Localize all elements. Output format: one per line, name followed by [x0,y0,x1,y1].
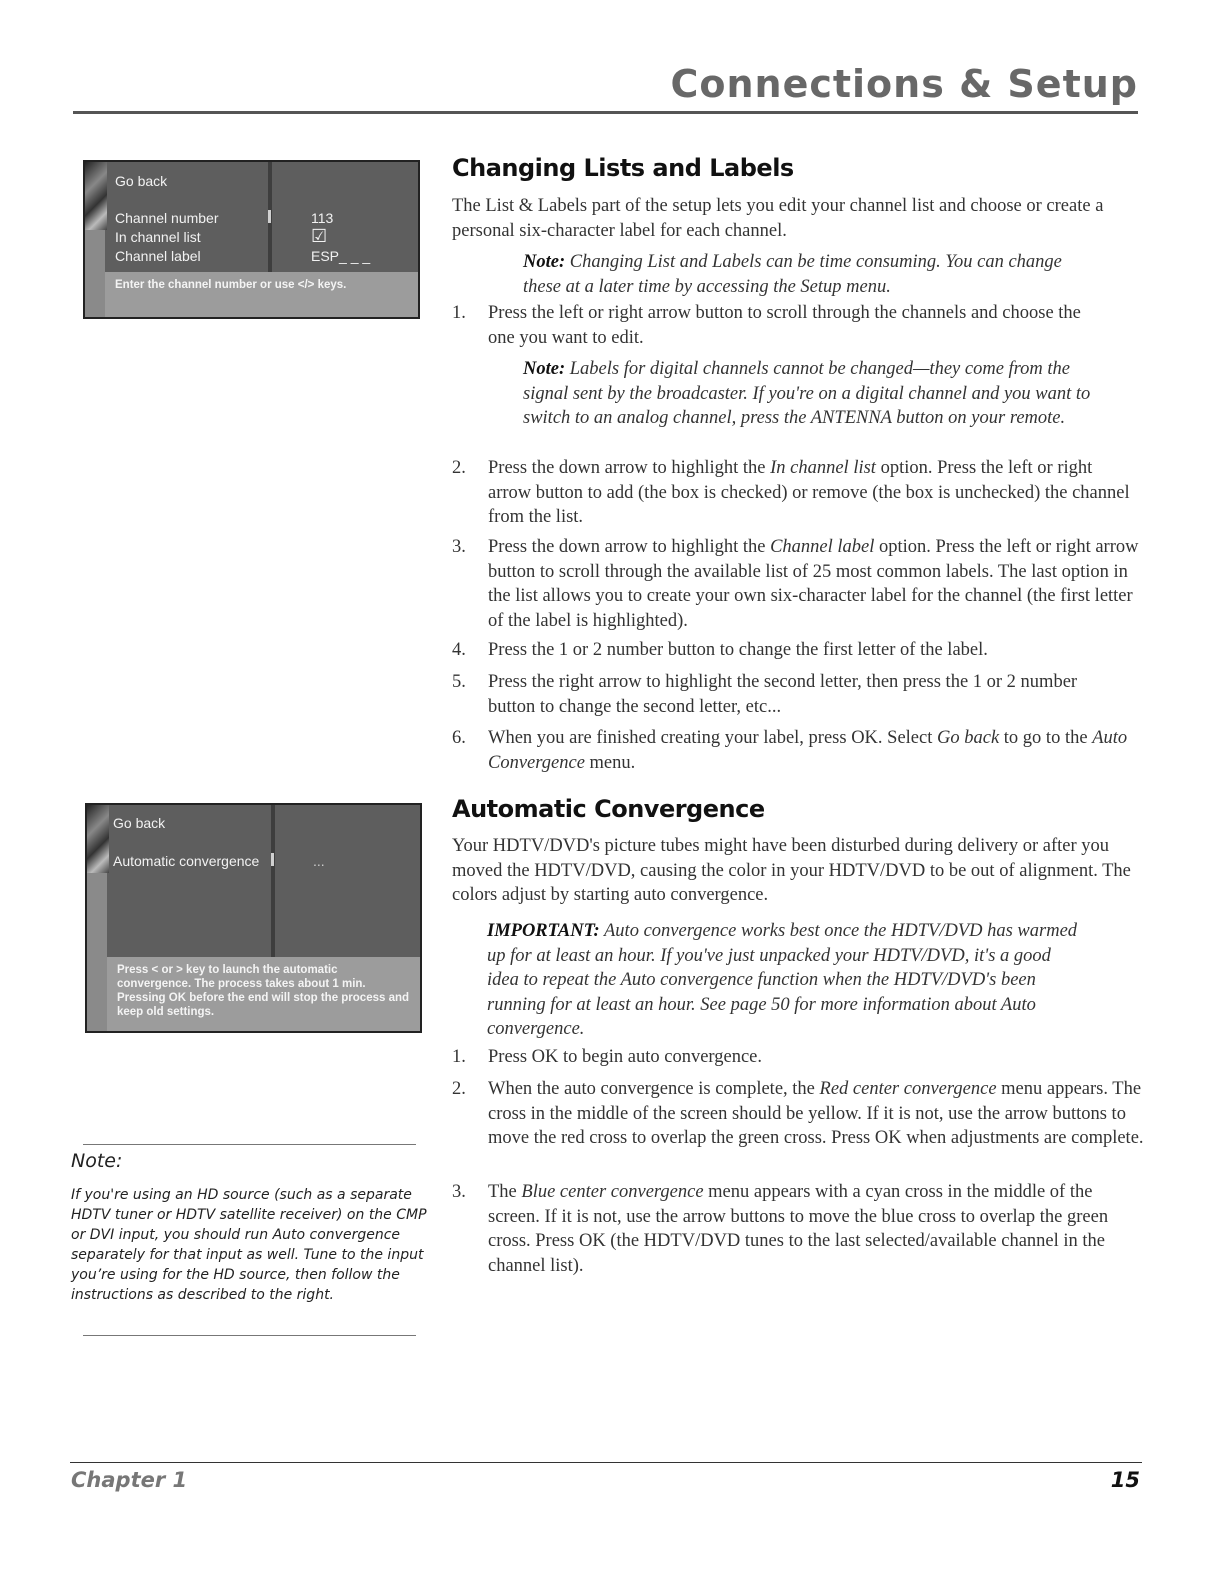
list-item [452,1045,1152,1070]
item-text [488,535,1152,633]
remote-icon [85,162,107,230]
side-note-label: Note: [71,1150,123,1172]
item-text: Press the left or right arrow button to scroll through the channels and choose the one you want to edit. [488,303,1081,348]
item-emphasis: Red center convergence [819,1079,997,1099]
item-number: 1. [452,303,466,323]
item-text: Press the right arrow to highlight the second letter, then press the 1 or 2 number button to change the second letter, etc... [488,672,1078,717]
checkbox-checked-icon: ☑ [311,226,328,246]
item-number: 2. [452,1079,466,1099]
osd-help-text: Press < or > key to launch the automatic convergence. The process takes about 1 min. Pressing OK before the end will stop the process and keep old settings. [107,957,420,1031]
section-title: Changing Lists and Labels [452,154,794,182]
important-text: Auto convergence works best once the HDTV/DVD has warmed up for at least an hour. If you've just unpacked your HDTV/DVD, it's a good idea to repeat the Auto convergence function when the HDTV/DVD's been running for at least an hour. See page 50 for more information about Auto convergence. [487,921,1078,1039]
remote-icon [87,805,109,873]
section-intro: The List & Labels part of the setup lets you edit your channel list and choose or create a personal six-character label for each channel. [452,196,1104,241]
item-text-part: option. Press the left or right arrow button to add (the box is checked) or remove (the box is unchecked) the channel from the list. [488,458,1130,527]
osd-divider [271,805,275,958]
side-note-rule-top [83,1144,416,1145]
item-number: 3. [452,537,466,557]
item-number: 3. [452,1182,466,1202]
item-number: 4. [452,640,466,660]
list-item [452,535,1152,633]
item-text-part: menu appears. The cross in the middle of the screen should be yellow. If it is not, use the arrow buttons to move the red cross to overlap the green cross. Press OK when adjustments are complete. [488,1079,1144,1148]
item-text: Press OK to begin auto convergence. [488,1047,763,1067]
item-number: 5. [452,672,466,692]
osd-go-back: Go back [113,815,166,831]
item-text-part: The [488,1182,522,1202]
osd-cursor [268,210,271,223]
header-rule [73,111,1138,114]
osd-row-value: 113 [311,210,334,226]
osd-go-back: Go back [115,173,168,189]
header-title: Connections & Setup [670,62,1138,106]
item-text [488,1180,1148,1278]
osd-help-text: Enter the channel number or use </> keys. [105,272,418,317]
item-text-part: option. Press the left or right arrow button to scroll through the available list of 25 most common labels. The last option in the list allows you to create your own six-character label for the channel (the first letter of the label is highlighted). [488,537,1139,631]
list-item [452,1077,1152,1151]
note [523,250,1093,299]
item-text-part: to go to the [999,728,1093,748]
osd-row-label: In channel list [115,229,201,245]
list-item [452,726,1152,775]
list-item [452,301,1152,350]
list-item [452,670,1152,719]
section-title: Automatic Convergence [452,795,765,823]
item-number: 6. [452,728,466,748]
note [523,357,1093,431]
list-item [452,638,1152,663]
page-number: 15 [1110,1468,1140,1492]
osd-row-value: ESP_ _ _ [311,248,371,264]
osd-row-label: Channel label [115,248,201,264]
item-text-part: When you are finished creating your label, press OK. Select [488,728,937,748]
item-text-part: menu. [584,752,636,773]
section-intro: Your HDTV/DVD's picture tubes might have been disturbed during delivery or after you moved the HDTV/DVD, causing the color in your HDTV/DVD to be out of alignment. The colors adjust by starting auto convergence. [452,836,1131,905]
item-emphasis: Blue center convergence [521,1182,704,1202]
item-text [488,1077,1152,1151]
item-text [488,456,1138,530]
item-text [488,726,1148,775]
side-note-text: If you're using an HD source (such as a separate HDTV tuner or HDTV satellite receiver) on the CMP or DVI input, you should run Auto convergence separately for that input as well. Tune to the input you’re using for the HD source, then follow the instructions as described to the right. [71,1187,427,1303]
item-text-part: menu appears with a cyan cross in the middle of the screen. If it is not, use the arrow buttons to move the blue cross to overlap the green cross. Press OK (the HDTV/DVD tunes to the last selected/available channel in the channel list). [488,1182,1109,1276]
item-number: 1. [452,1047,466,1067]
note-label: Note: [523,252,566,272]
side-note-rule-bottom [83,1335,416,1336]
important-label: IMPORTANT: [487,921,600,941]
item-emphasis: Auto Convergence [488,728,1128,773]
item-text-part: When the auto convergence is complete, the [488,1079,820,1099]
footer-rule [70,1462,1142,1463]
item-text-part: Press the down arrow to highlight the [488,458,771,478]
osd-row-label: Channel number [115,210,219,226]
osd-convergence-screenshot [85,803,422,1033]
item-emphasis: Channel label [770,537,875,557]
osd-cursor [271,853,274,866]
item-emphasis: Go back [937,728,1000,748]
list-item [452,456,1152,530]
item-text: Press the 1 or 2 number button to change the first letter of the label. [488,640,988,660]
item-text-part: Press the down arrow to highlight the [488,537,771,557]
chapter-label: Chapter 1 [71,1468,188,1492]
osd-lists-labels-screenshot [83,160,420,319]
item-emphasis: In channel list [770,458,876,478]
note-text: Changing List and Labels can be time consuming. You can change these at a later time by accessing the Setup menu. [523,252,1062,297]
important-note [487,919,1087,1042]
osd-row-value: ... [313,853,325,869]
item-number: 2. [452,458,466,478]
osd-row-label: Automatic convergence [113,853,260,869]
note-text: Labels for digital channels cannot be changed—they come from the signal sent by the broadcaster. If you're on a digital channel and you want to switch to an analog channel, press the ANTENNA button on your remote. [523,359,1091,428]
note-label: Note: [523,359,566,379]
list-item [452,1180,1152,1278]
